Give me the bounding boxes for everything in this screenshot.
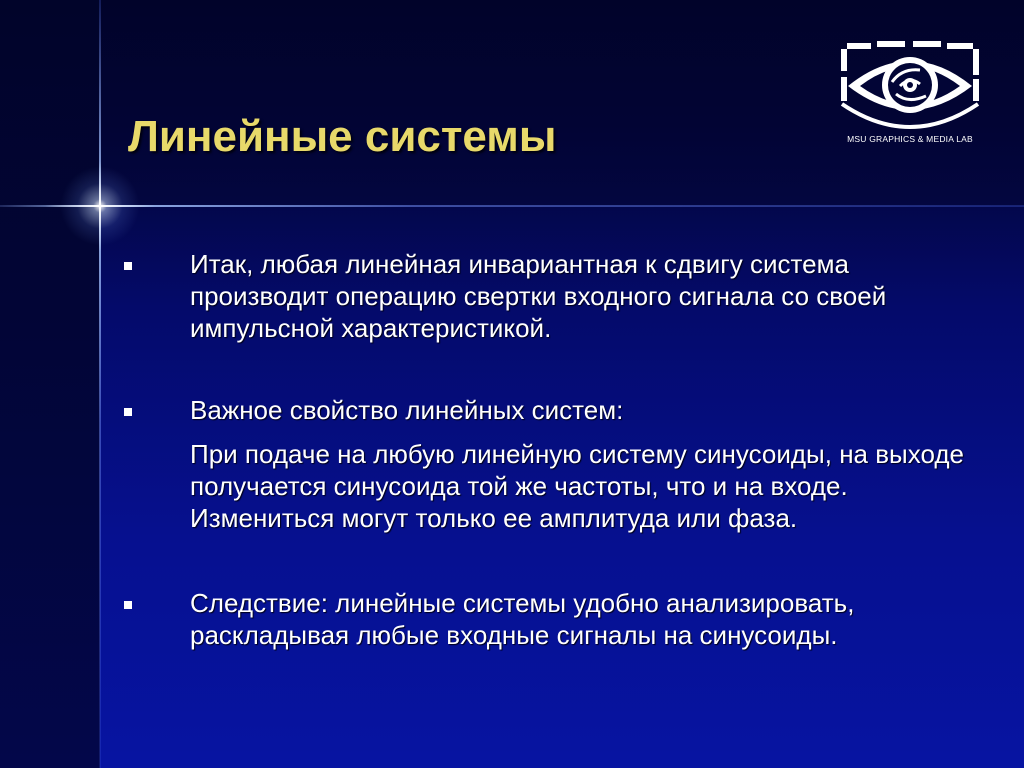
bullet-marker bbox=[124, 262, 132, 270]
slide-title: Линейные системы bbox=[128, 112, 557, 161]
bullet-marker bbox=[124, 601, 132, 609]
bullet-text-3: Следствие: линейные системы удобно анализировать, раскладывая любые входные сигналы на синусоиды. bbox=[190, 588, 855, 650]
logo-caption: MSU GRAPHICS & MEDIA LAB bbox=[847, 134, 973, 144]
bullet-subtext-2: При подаче на любую линейную систему синусоиды, на выходе получается синусоида той же частоты, что и на входе. Измениться могут только ее амплитуда или фаза. bbox=[190, 439, 964, 533]
bullet-marker bbox=[124, 408, 132, 416]
bullet-text-1: Итак, любая линейная инвариантная к сдвигу система производит операцию свертки входного сигнала со своей импульсной характеристикой. bbox=[190, 249, 887, 343]
bullet-text-2: Важное свойство линейных систем: bbox=[190, 395, 624, 425]
